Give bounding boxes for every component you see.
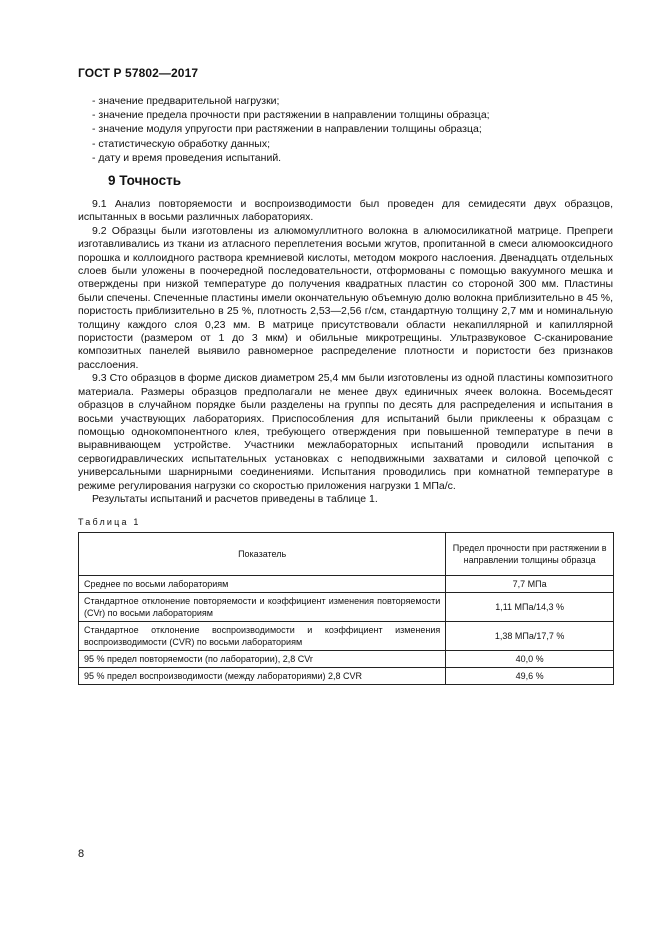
row-label: Среднее по восьми лабораториям bbox=[79, 576, 446, 593]
table-row bbox=[79, 622, 614, 651]
page-number: 8 bbox=[78, 848, 85, 860]
section-body bbox=[78, 198, 613, 506]
table-row bbox=[79, 651, 614, 668]
results-table bbox=[78, 532, 614, 685]
table-row bbox=[79, 668, 614, 685]
row-value: 40,0 % bbox=[446, 651, 614, 668]
row-label: Стандартное отклонение повторяемости и коэффициент изменения повторяемости (CVr) по восьми лабораториям bbox=[79, 593, 446, 622]
document-header: ГОСТ Р 57802—2017 bbox=[78, 66, 199, 80]
row-value: 1,11 МПа/14,3 % bbox=[446, 593, 614, 622]
table-row bbox=[79, 576, 614, 593]
row-value: 1,38 МПа/17,7 % bbox=[446, 622, 614, 651]
bullet-item: - значение модуля упругости при растяжении в направлении толщины образца; bbox=[92, 123, 482, 136]
row-value: 49,6 % bbox=[446, 668, 614, 685]
section-title: 9 Точность bbox=[108, 173, 182, 188]
table-caption: Таблица 1 bbox=[78, 517, 141, 527]
table-row bbox=[79, 593, 614, 622]
row-label: 95 % предел повторяемости (по лаборатории), 2,8 CVr bbox=[79, 651, 446, 668]
paragraph-9-1: 9.1 Анализ повторяемости и воспроизводимости был проведен для семидесяти двух образцов, испытанных в восьми различных лабораториях. bbox=[78, 198, 613, 224]
bullet-item: - дату и время проведения испытаний. bbox=[92, 151, 282, 164]
column-header-strength: Предел прочности при растяжении в направлении толщины образца bbox=[446, 533, 614, 576]
paragraph-9-2: 9.2 Образцы были изготовлены из алюмомуллитного волокна в алюмосиликатной матрице. Препреги изготавливались из ткани из атласного переплетения восьми жгутов, пропитанной в смеси алюмооксидного порошка и коллоидного раствора кремниевой кислоты, методом мокрого наслоения. Двенадцать отдельных слоев были уложены в поочередной последовательности, отформованы с помощью вакуумного мешка и отверждены при низкой температуре до получения квадратных пластин со стороной 300 мм. Пластины были спечены. Спеченные пластины имели окончательную объемную долю волокна приблизительно в 45 %, пористость приблизительно в 25 %, плотность 2,53—2,56 г/см, стандартную толщину 2,7 мм и номинальную толщину каждого слоя 0,23 мм. В матрице присутствовали области некапиллярной и капиллярной пористости (размером от 1 до 3 мкм) и обильные микротрещины. Ультразвуковое С-сканирование композитных панелей выявило равномерное распределение плотности и пористости без признаков расслоения. bbox=[78, 224, 613, 371]
row-label: 95 % предел воспроизводимости (между лабораториями) 2,8 CVR bbox=[79, 668, 446, 685]
bullet-item: - значение предела прочности при растяжении в направлении толщины образца; bbox=[92, 109, 490, 122]
bullet-item: - значение предварительной нагрузки; bbox=[92, 95, 280, 107]
row-value: 7,7 МПа bbox=[446, 576, 614, 593]
row-label: Стандартное отклонение воспроизводимости и коэффициент изменения воспроизводимости (CVR) по восьми лабораториям bbox=[79, 622, 446, 651]
paragraph-results-reference: Результаты испытаний и расчетов приведены в таблице 1. bbox=[92, 492, 378, 505]
paragraph-9-3: 9.3 Сто образцов в форме дисков диаметром 25,4 мм были изготовлены из одной пластины композитного материала. Размеры образцов предполагали не менее двух единичных ячеек волокна. Восемьдесят образцов в случайном порядке были разделены на группы по десять для распределения и испытания в восьми участвующих лабораториях. Приспособления для испытаний были приклеены к образцам с помощью однокомпонентного клея, требующего отверждения при повышенной температуре в печи в выравнивающем устройстве. Участники межлабораторных испытаний проводили испытания в сервогидравлических испытательных установках с неподвижными захватами и силовой цепочкой с универсальными шарнирными соединениями. Испытания проводились при комнатной температуре в режиме регулирования нагрузки со скоростью приложения нагрузки 1 МПа/с. bbox=[78, 372, 613, 492]
column-header-indicator: Показатель bbox=[79, 533, 446, 576]
table-header-row bbox=[79, 533, 614, 576]
results-bullet-list bbox=[92, 94, 612, 165]
bullet-item: - статистическую обработку данных; bbox=[92, 137, 270, 150]
